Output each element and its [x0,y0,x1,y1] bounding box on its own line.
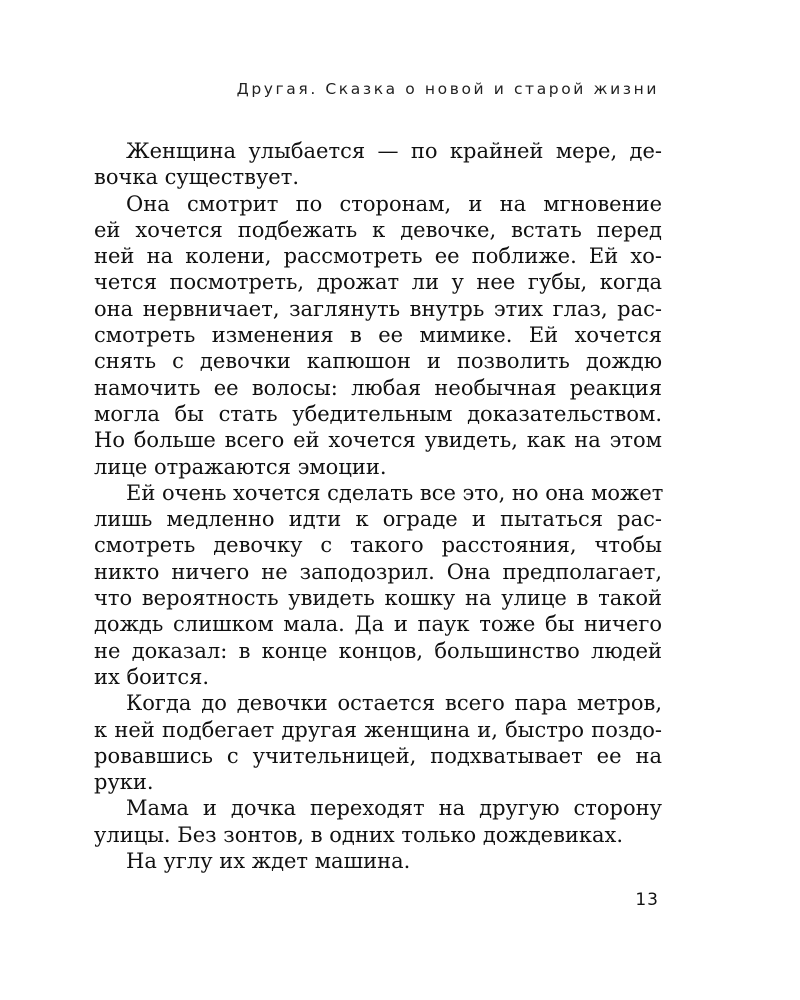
body-text [94,138,662,874]
text-line: смотреть изменения в ее мимике. Ей хочется [94,323,662,348]
text-line: Ей очень хочется сделать все это, но она может [126,480,664,505]
page-number: 13 [635,890,659,910]
text-line: Она смотрит по сторонам, и на мгновение [126,191,662,216]
text-line: что вероятность увидеть кошку на улице в такой [94,586,662,611]
text-line: вочка существует. [94,165,300,190]
text-line: руки. [94,770,154,795]
text-line: дождь слишком мала. Да и паук тоже бы ничего [94,612,662,637]
text-line: снять с девочки капюшон и позволить дождю [94,349,662,374]
text-line: их боится. [94,664,210,689]
text-line: могла бы стать убедительным доказательством. [94,401,662,426]
text-line: к ней подбегает другая женщина и, быстро поздо- [94,717,662,742]
text-line: смотреть девочку с такого расстояния, чтобы [94,533,662,558]
text-line: чется посмотреть, дрожат ли у нее губы, когда [94,270,662,295]
text-line: улицы. Без зонтов, в одних только дождевиках. [94,822,624,847]
text-line: никто ничего не заподозрил. Она предполагает, [94,559,662,584]
text-line: Когда до девочки остается всего пара метров, [126,691,662,716]
text-line: Мама и дочка переходят на другую сторону [126,796,662,821]
text-line: ей хочется подбежать к девочке, встать перед [94,217,662,242]
text-line: На углу их ждет машина. [126,849,411,874]
text-line: лице отражаются эмоции. [94,454,387,479]
text-line: не доказал: в конце концов, большинство людей [94,638,662,663]
text-line: Женщина улыбается — по крайней мере, де- [126,139,662,163]
text-line: ней на колени, рассмотреть ее поближе. Ей хо- [94,244,662,269]
text-line: она нервничает, заглянуть внутрь этих глаз, рас- [94,296,662,321]
text-line: лишь медленно идти к ограде и пытаться рас- [94,507,662,532]
text-line: Но больше всего ей хочется увидеть, как на этом [94,428,662,453]
text-line: намочить ее волосы: любая необычная реакция [94,375,662,400]
text-line: ровавшись с учительницей, подхватывает ее на [94,743,662,768]
running-head-title: Другая. Сказка о новой и старой жизни [236,80,659,98]
